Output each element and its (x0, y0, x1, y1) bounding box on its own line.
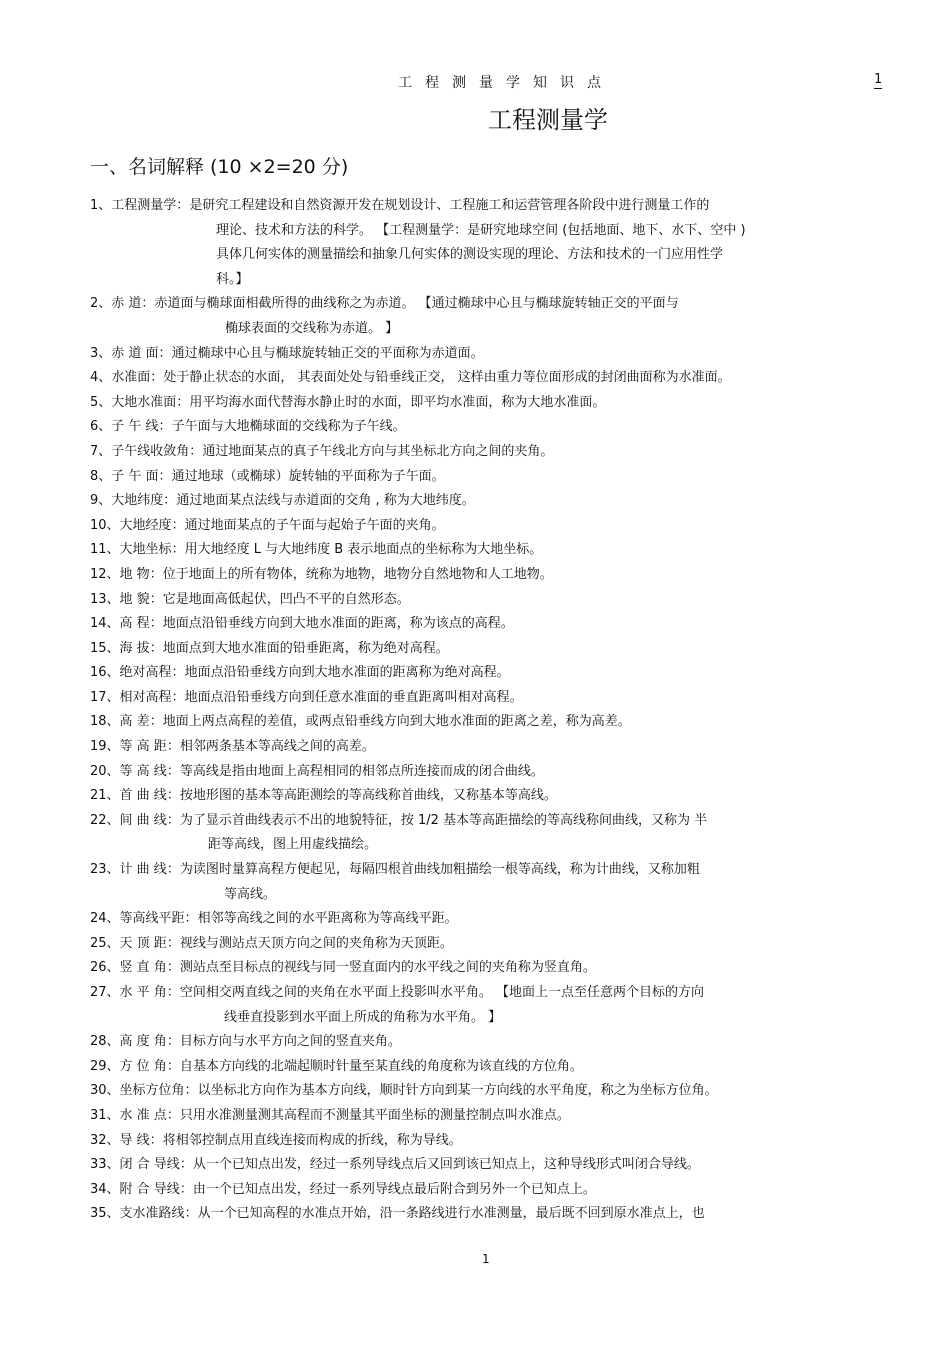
term: 天 顶 距 (119, 935, 167, 951)
list-item (90, 1129, 890, 1154)
list-item (90, 637, 890, 662)
list-item (90, 391, 890, 416)
item-number: 17、 (90, 689, 120, 705)
list-item (90, 661, 890, 686)
definition: 通过地球（或椭球）旋转轴的平面称为子午面。 (171, 468, 445, 484)
term: 等高线平距 (119, 911, 185, 927)
term: 高 度 角 (119, 1034, 167, 1050)
term-separator: ： (171, 542, 185, 558)
list-item (90, 686, 890, 711)
item-number: 13、 (90, 591, 120, 607)
item-number: 25、 (90, 935, 120, 951)
term-separator: ： (189, 443, 203, 459)
term: 地 物 (119, 566, 150, 582)
term: 首 曲 线 (119, 788, 167, 804)
item-number: 5、 (90, 394, 112, 410)
term-separator: ： (149, 566, 163, 582)
definition: 用大地经度 L 与大地纬度 B 表示地面点的坐标称为大地坐标。 (184, 542, 543, 558)
list-item (90, 735, 890, 760)
list-item (90, 415, 890, 440)
term-separator: ： (149, 714, 163, 730)
definition: 相邻等高线之间的水平距离称为等高线平距。 (197, 911, 458, 927)
term: 工程测量学 (111, 198, 177, 213)
list-item (90, 1153, 890, 1178)
item-number: 4、 (90, 370, 112, 386)
item-number: 12、 (90, 566, 120, 582)
term: 相对高程 (119, 689, 172, 705)
item-number: 11、 (90, 542, 120, 558)
item-number: 32、 (90, 1132, 120, 1148)
definition: 为读图时量算高程方便起见，每隔四根首曲线加粗描绘一根等高线，称为计曲线，又称加粗 (179, 862, 700, 878)
term-separator: ： (149, 616, 163, 632)
definition: 从一个已知点出发，经过一系列导线点后又回到该已知点上，这种导线形式叫闭合导线。 (192, 1157, 700, 1173)
definition: 通过地面某点法线与赤道面的交角 , 称为大地纬度。 (176, 493, 475, 509)
list-item (90, 1202, 890, 1227)
list-item (90, 760, 890, 785)
term-separator: ： (179, 1157, 193, 1173)
list-item (90, 489, 890, 514)
definition: 它是地面高低起伏，凹凸不平的自然形态。 (162, 591, 410, 607)
term-separator: ： (171, 517, 185, 533)
item-number: 18、 (90, 714, 120, 730)
running-header: 工程测量学知识点 (398, 75, 614, 91)
item-number: 22、 (90, 812, 120, 828)
term-separator: ： (166, 985, 180, 1000)
definition: 只用水准测量测其高程而不测量其平面坐标的测量控制点叫水准点。 (179, 1107, 570, 1123)
item-number: 3、 (90, 345, 112, 361)
term: 大地水准面 (111, 394, 177, 410)
term-separator: ： (163, 493, 177, 509)
term-separator: ： (171, 689, 185, 705)
list-item (90, 342, 890, 367)
definition-continuation: 具体几何实体的测量描绘和抽象几何实体的测设实现的理论、方法和技术的一门应用性学 (216, 247, 724, 263)
term: 地 貌 (119, 591, 150, 607)
item-number: 35、 (90, 1206, 120, 1222)
term: 大地经度 (119, 517, 172, 533)
list-item (90, 1030, 890, 1055)
item-number: 6、 (90, 419, 112, 435)
list-item (90, 1104, 890, 1129)
list-item (90, 932, 890, 957)
definition: 通过椭球中心且与椭球旋转轴正交的平面称为赤道面。 (171, 345, 484, 361)
list-item (90, 1055, 890, 1080)
list-item (90, 1178, 890, 1203)
item-number: 2、 (90, 296, 112, 312)
term-separator: ： (184, 1083, 198, 1099)
list-item (90, 809, 890, 834)
term-separator: ： (158, 468, 172, 484)
definition: 测站点至目标点的视线与同一竖直面内的水平线之间的夹角称为竖直角。 (179, 960, 596, 976)
term: 计 曲 线 (119, 862, 167, 878)
list-item (90, 784, 890, 809)
term-separator: ： (171, 665, 185, 681)
term: 子午线收敛角 (111, 443, 190, 459)
term-separator: ： (166, 960, 180, 976)
term-separator: ： (166, 763, 180, 779)
term-separator: ： (158, 419, 172, 435)
term: 闭 合 导线 (119, 1157, 180, 1173)
item-number: 29、 (90, 1058, 120, 1074)
term-separator: ： (158, 345, 172, 361)
definition: 处于静止状态的水面， 其表面处处与铅垂线正交， 这样由重力等位面形成的封闭曲面称为水准面。 (163, 370, 731, 386)
term-separator: ： (149, 640, 163, 656)
term: 坐标方位角 (119, 1083, 185, 1099)
definition-list (90, 194, 890, 1227)
definition: 从一个已知高程的水准点开始，沿一条路线进行水准测量，最后既不回到原水准点上，也 (197, 1206, 705, 1222)
term: 间 曲 线 (119, 812, 167, 828)
term: 方 位 角 (119, 1058, 167, 1074)
term-separator: ： (184, 1206, 198, 1222)
definition: 为了显示首曲线表示不出的地貌特征，按 1/2 基本等高距描绘的等高线称间曲线，又称为 半 (179, 812, 708, 828)
term: 子 午 面 (111, 468, 159, 484)
term: 大地坐标 (119, 542, 172, 558)
definition: 相邻两条基本等高线之间的高差。 (179, 739, 375, 755)
list-item (90, 292, 890, 317)
definition: 通过地面某点的真子午线北方向与其坐标北方向之间的夹角。 (202, 443, 554, 459)
definition: 空间相交两直线之间的夹角在水平面上投影叫水平角。 【地面上一点至任意两个目标的方向 (179, 985, 704, 1000)
definition-continuation: 等高线。 (224, 886, 277, 902)
definition: 目标方向与水平方向之间的竖直夹角。 (179, 1034, 401, 1050)
item-number: 8、 (90, 468, 112, 484)
term: 等 高 线 (119, 763, 167, 779)
definition: 将相邻控制点用直线连接而构成的折线，称为导线。 (162, 1132, 462, 1148)
page-number: 1 (482, 1252, 490, 1266)
term-separator: ： (166, 1107, 180, 1123)
list-item (90, 956, 890, 981)
definition: 地面点沿铅垂线方向到任意水准面的垂直距离叫相对高程。 (184, 689, 523, 705)
list-item (90, 465, 890, 490)
item-number: 1、 (90, 198, 112, 213)
list-item (90, 366, 890, 391)
item-number: 16、 (90, 665, 120, 681)
definition-continuation: 距等高线，图上用虚线描绘。 (208, 837, 378, 853)
definition: 以坐标北方向作为基本方向线，顺时针方向到某一方向线的水平角度，称之为坐标方位角。 (197, 1083, 718, 1099)
page-title: 工程测量学 (488, 106, 608, 134)
item-number: 10、 (90, 517, 120, 533)
list-item (90, 612, 890, 637)
term: 等 高 距 (119, 739, 167, 755)
item-number: 23、 (90, 862, 120, 878)
section-heading: 一、名词解释 (10 ×2=20 分) (90, 156, 349, 178)
term-separator: ： (176, 394, 190, 410)
term-separator: ： (184, 911, 198, 927)
list-item (90, 194, 890, 219)
term-separator: ： (179, 1181, 193, 1197)
term-separator: ： (166, 1034, 180, 1050)
definition: 地面点沿铅垂线方向到大地水准面的距离称为绝对高程。 (184, 665, 510, 681)
list-item (90, 907, 890, 932)
item-number: 20、 (90, 763, 120, 779)
term: 导 线 (119, 1132, 150, 1148)
item-number: 30、 (90, 1083, 120, 1099)
term-separator: ： (166, 1058, 180, 1074)
definition-continuation: 理论、技术和方法的科学。 【工程测量学：是研究地球空间 (包括地面、地下、水下、空中 ) (216, 222, 746, 238)
term: 赤 道 面 (111, 345, 159, 361)
item-number: 7、 (90, 443, 112, 459)
term: 支水准路线 (119, 1206, 185, 1222)
definition: 地面点沿铅垂线方向到大地水准面的距离，称为该点的高程。 (162, 616, 514, 632)
list-item (90, 588, 890, 613)
term-separator: ： (166, 935, 180, 951)
list-item (90, 440, 890, 465)
definition: 按地形图的基本等高距测绘的等高线称首曲线，又称基本等高线。 (179, 788, 557, 804)
term: 竖 直 角 (119, 960, 167, 976)
item-number: 19、 (90, 739, 120, 755)
term: 海 拔 (119, 640, 150, 656)
definition: 位于地面上的所有物体，统称为地物，地物分自然地物和人工地物。 (162, 566, 553, 582)
item-number: 33、 (90, 1157, 120, 1173)
term: 高 差 (119, 714, 150, 730)
list-item (90, 563, 890, 588)
term-separator: ： (149, 591, 163, 607)
definition: 等高线是指由地面上高程相同的相邻点所连接而成的闭合曲线。 (179, 763, 544, 779)
item-number: 27、 (90, 985, 120, 1000)
item-number: 24、 (90, 911, 120, 927)
term-separator: ： (166, 862, 180, 878)
list-item (90, 538, 890, 563)
term: 水 平 角 (119, 985, 167, 1000)
item-number: 15、 (90, 640, 120, 656)
list-item (90, 710, 890, 735)
definition: 是研究工程建设和自然资源开发在规划设计、工程施工和运营管理各阶段中进行测量工作的 (189, 198, 710, 213)
item-number: 14、 (90, 616, 120, 632)
term-separator: ： (166, 739, 180, 755)
term: 水准面 (111, 370, 151, 386)
term-separator: ： (166, 788, 180, 804)
item-number: 21、 (90, 788, 120, 804)
term: 水 准 点 (119, 1107, 167, 1123)
term-separator: ： (150, 370, 164, 386)
definition: 通过地面某点的子午面与起始子午面的夹角。 (184, 517, 445, 533)
definition: 视线与测站点天顶方向之间的夹角称为天顶距。 (179, 935, 453, 951)
definition: 地面上两点高程的差值，或两点铅垂线方向到大地水准面的距离之差，称为高差。 (162, 714, 631, 730)
list-item (90, 981, 890, 1006)
term: 附 合 导线 (119, 1181, 180, 1197)
definition: 用平均海水面代替海水静止时的水面，即平均水准面，称为大地水准面。 (189, 394, 606, 410)
definition: 自基本方向线的北端起顺时针量至某直线的角度称为该直线的方位角。 (179, 1058, 583, 1074)
definition: 子午面与大地椭球面的交线称为子午线。 (171, 419, 406, 435)
item-number: 9、 (90, 493, 112, 509)
term-separator: ： (141, 296, 155, 312)
definition-continuation: 椭球表面的交线称为赤道。 】 (225, 320, 399, 336)
term: 子 午 线 (111, 419, 159, 435)
term-separator: ： (166, 812, 180, 828)
definition: 由一个已知点出发，经过一系列导线点最后附合到另外一个已知点上。 (192, 1181, 596, 1197)
list-item (90, 514, 890, 539)
term: 大地纬度 (111, 493, 164, 509)
item-number: 31、 (90, 1107, 120, 1123)
definition: 赤道面与椭球面相截所得的曲线称之为赤道。 【通过椭球中心且与椭球旋转轴正交的平面与 (154, 296, 679, 312)
term: 赤 道 (111, 296, 142, 312)
term: 绝对高程 (119, 665, 172, 681)
term: 高 程 (119, 616, 150, 632)
item-number: 28、 (90, 1034, 120, 1050)
item-number: 34、 (90, 1181, 120, 1197)
definition: 地面点到大地水准面的铅垂距离，称为绝对高程。 (162, 640, 449, 656)
definition-continuation: 线垂直投影到水平面上所成的角称为水平角。 】 (224, 1009, 502, 1025)
definition-continuation: 科。】 (216, 271, 249, 287)
term-separator: ： (176, 198, 190, 213)
item-number: 26、 (90, 960, 120, 976)
term-separator: ： (149, 1132, 163, 1148)
list-item (90, 858, 890, 883)
list-item (90, 1079, 890, 1104)
page-mark: 1 (874, 72, 883, 87)
